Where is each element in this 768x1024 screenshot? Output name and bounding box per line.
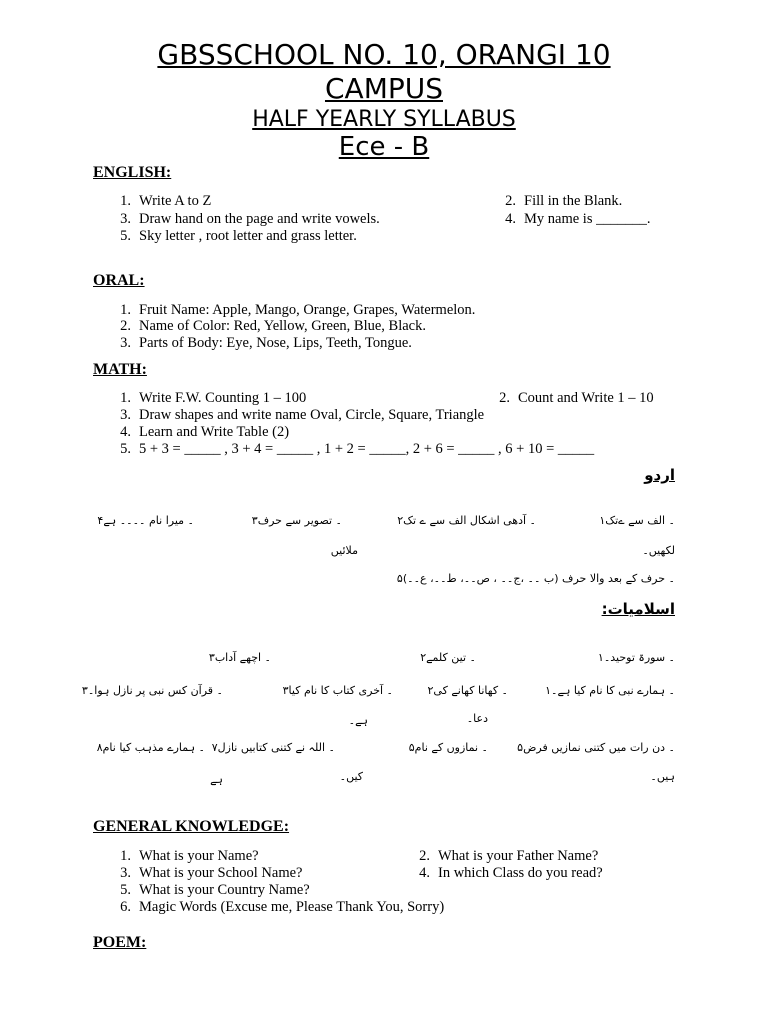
islamiat-item: ۔ آخری کتاب کا نام کیا۳ [282,684,393,697]
school-name-line2: CAMPUS [324,72,443,105]
islamiat-item: ۔ دن رات میں کتنی نمازیں فرض۵ [517,741,675,754]
list-item: 1. Write A to Z [120,193,212,209]
syllabus-subtitle: HALF YEARLY SYLLABUS [252,107,516,132]
list-item: 5. Sky letter , root letter and grass letter. [120,228,357,244]
urdu-item: ملائیں [330,544,358,557]
list-item: 2. Name of Color: Red, Yellow, Green, Blue, Black. [120,318,426,334]
islamiat-item: ۔ قرآن کس نبی پر نازل ہوا۔۳ [81,684,223,697]
general-knowledge-heading: GENERAL KNOWLEDGE: [93,818,290,835]
urdu-item: ۔ آدھی اشکال الف سے ے تک۲ [397,514,536,527]
islamiat-item: دعا۔ [466,712,488,725]
list-item: 2. Fill in the Blank. [505,193,623,209]
urdu-item: ۔ میرا نام ۔۔۔۔ ہے۴ [97,514,194,527]
islamiat-item: ۔ اچھے آداب۳ [208,651,271,664]
list-item: 1. Write F.W. Counting 1 – 100 [120,390,307,406]
islamiat-item: ۔ کھانا کھانے کی۲ [427,684,508,697]
islamiat-item: ۔ تین کلمے۲ [420,651,476,664]
urdu-item: لکھیں۔ [642,544,675,557]
urdu-item: ۔ حرف کے بعد والا حرف (ب ۔۔ ،ج۔۔ ، ص۔۔، ط۔۔، ع۔۔)۵ [396,572,675,585]
list-item: 1. Fruit Name: Apple, Mango, Orange, Grapes, Watermelon. [120,302,476,318]
islamiat-heading: اسلامیات: [601,600,675,618]
urdu-heading: اردو [644,466,675,484]
list-item: 3. Draw shapes and write name Oval, Circle, Square, Triangle [120,407,485,423]
islamiat-item: ۔ ہمارے نبی کا نام کیا ہے۔۱ [545,684,675,697]
school-name-line1: GBSSCHOOL NO. 10, ORANGI 10 [157,38,611,71]
urdu-item: ۔ تصویر سے حرف۳ [251,514,342,527]
urdu-item: ۔ الف سے ےتک۱ [599,514,675,527]
oral-heading: ORAL: [93,272,145,289]
list-item: 3. Draw hand on the page and write vowels. [120,211,380,227]
islamiat-item: ہے [210,773,223,786]
islamiat-item: ۔ نمازوں کے نام۵ [408,741,488,754]
islamiat-item: ہیں۔ [650,770,675,783]
math-heading: MATH: [93,361,147,378]
islamiat-item: ۔ ہمارے مذہب کیا نام۸ [96,741,205,754]
poem-heading: POEM: [93,934,147,951]
list-item: 4. Learn and Write Table (2) [120,424,290,440]
class-name: Ece - B [338,132,430,162]
list-item: 3. Parts of Body: Eye, Nose, Lips, Teeth, Tongue. [120,335,412,351]
list-item: 1. What is your Name? [120,848,259,864]
islamiat-item: ہے۔ [348,714,368,727]
islamiat-item: کیں۔ [339,770,363,783]
list-item: 2. What is your Father Name? [419,848,599,864]
list-item: 4. My name is _______. [505,211,651,227]
list-item: 5. 5 + 3 = _____ , 3 + 4 = _____ , 1 + 2 = _____, 2 + 6 = _____ , 6 + 10 = _____ [120,441,595,457]
islamiat-item: ۔ سورۃ توحید۔۱ [597,651,675,664]
islamiat-item: ۔ اللہ نے کتنی کتابیں نازل۷ [211,741,335,754]
list-item: 4. In which Class do you read? [419,865,603,881]
list-item: 5. What is your Country Name? [120,882,310,898]
list-item: 2. Count and Write 1 – 10 [499,390,654,406]
english-heading: ENGLISH: [93,164,172,181]
list-item: 3. What is your School Name? [120,865,303,881]
list-item: 6. Magic Words (Excuse me, Please Thank You, Sorry) [120,899,445,915]
